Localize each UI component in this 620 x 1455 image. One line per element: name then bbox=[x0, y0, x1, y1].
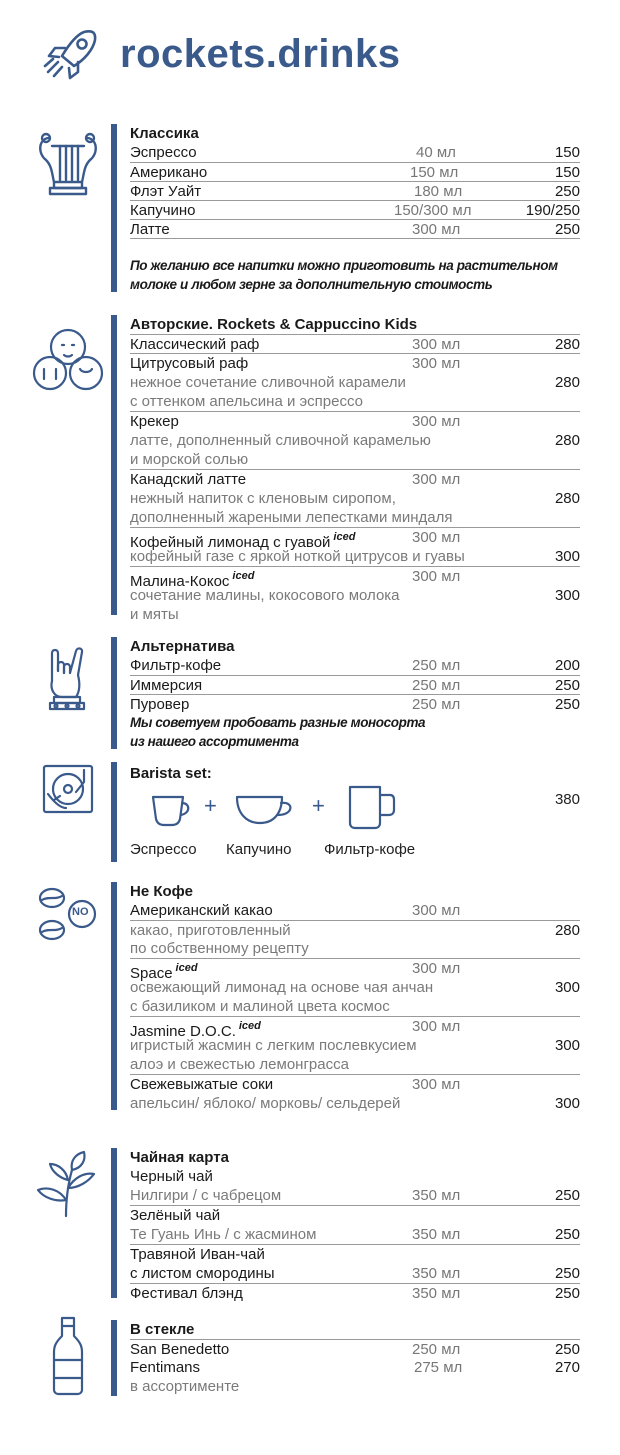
kids-faces-icon bbox=[32, 325, 104, 397]
section-glass bbox=[0, 1320, 620, 1396]
no-coffee-beans-icon bbox=[32, 882, 104, 954]
section-bar bbox=[111, 637, 117, 749]
filter-mug-icon bbox=[346, 783, 398, 831]
iced-badge: iced bbox=[333, 531, 356, 543]
menu-item: Пуровер 250 мл 250 bbox=[130, 696, 580, 713]
glass-note: в ассортименте bbox=[130, 1378, 240, 1395]
menu-item: Малина-Кокос $^{iced}$ 300 мл сочетание малины, кокосового молока 300 и мяты bbox=[130, 568, 580, 623]
menu-item: Американский какао 300 мл какао, приготовленный 280 по собственному рецепту bbox=[130, 902, 580, 957]
cup-label: Капучино bbox=[226, 841, 292, 858]
menu-item: Американо 150 мл 150 bbox=[130, 164, 580, 181]
section-title: Альтернатива bbox=[130, 638, 235, 655]
section-bar bbox=[111, 882, 117, 1110]
iced-badge: iced bbox=[238, 1020, 261, 1032]
menu-item: Латте 300 мл 250 bbox=[130, 221, 580, 238]
brand-title: rockets.drinks bbox=[120, 32, 401, 76]
turntable-icon bbox=[40, 762, 96, 818]
section-barista bbox=[0, 762, 620, 864]
iced-badge: iced bbox=[175, 962, 198, 974]
barista-price: 380 bbox=[554, 791, 580, 808]
section-tea bbox=[0, 1148, 620, 1300]
plus-sign: + bbox=[204, 793, 217, 818]
classics-note: По желанию все напитки можно приготовить на растительном bbox=[130, 258, 558, 273]
section-title: Авторские. Rockets & Cappuccino Kids bbox=[130, 316, 418, 333]
bottle-icon bbox=[46, 1316, 90, 1396]
menu-item: Классический раф 300 мл 280 bbox=[130, 336, 580, 353]
menu-item: Флэт Уайт 180 мл 250 bbox=[130, 183, 580, 200]
menu-item: Капучино 150/300 мл 190/250 bbox=[130, 202, 580, 219]
menu-item: Fentimans 275 мл 270 bbox=[130, 1359, 580, 1376]
plus-sign: + bbox=[312, 793, 325, 818]
menu-item: Кофейный лимонад с гуавой $^{iced}$ 300 мл кофейный газе с яркой ноткой цитрусов и гуавы 300 bbox=[130, 529, 580, 565]
iced-badge: iced bbox=[232, 570, 255, 582]
section-title: Не Кофе bbox=[130, 883, 193, 900]
cup-label: Фильтр-кофе bbox=[324, 841, 416, 858]
menu-item: Цитрусовый раф 300 мл нежное сочетание сливочной карамели 280 с оттенком апельсина и эспрессо bbox=[130, 355, 580, 410]
menu-item: Зелёный чай Те Гуань Инь / с жасмином 350 мл 250 bbox=[130, 1207, 580, 1243]
menu-item: Space $^{iced}$ 300 мл освежающий лимонад на основе чая анчан 300 с базиликом и малиной цвета космос bbox=[130, 960, 580, 1015]
cappuccino-cup-icon bbox=[234, 789, 296, 831]
section-alternative bbox=[0, 637, 620, 749]
section-bar bbox=[111, 1320, 117, 1396]
section-classics bbox=[0, 124, 620, 294]
no-badge: NO bbox=[72, 906, 89, 918]
menu-item: Фильтр-кофе 250 мл 200 bbox=[130, 657, 580, 674]
tea-leaves-icon bbox=[32, 1148, 104, 1220]
header bbox=[40, 22, 600, 92]
menu-item: Черный чай Нилгири / с чабрецом 350 мл 250 bbox=[130, 1168, 580, 1204]
menu-item: Травяной Иван-чай с листом смородины 350 мл 250 bbox=[130, 1246, 580, 1282]
section-title: Barista set: bbox=[130, 765, 212, 782]
menu-item: Канадский латте 300 мл нежный напиток с кленовым сиропом, 280 дополненный жареными лепестками миндаля bbox=[130, 471, 580, 526]
menu-item: Фестивал блэнд 350 мл 250 bbox=[130, 1285, 580, 1302]
rock-hand-icon bbox=[32, 641, 104, 713]
section-bar bbox=[111, 762, 117, 862]
section-bar bbox=[111, 1148, 117, 1298]
menu-item: Свежевыжатые соки 300 мл апельсин/ яблоко/ морковь/ сельдерей 300 bbox=[130, 1076, 580, 1112]
barista-cups bbox=[130, 783, 580, 858]
espresso-cup-icon bbox=[150, 791, 194, 831]
alternative-note: из нашего ассортимента bbox=[130, 734, 299, 749]
menu-item: San Benedetto 250 мл 250 bbox=[130, 1341, 580, 1358]
section-bar bbox=[111, 124, 117, 292]
section-not-coffee bbox=[0, 882, 620, 1110]
classics-note: молоке и любом зерне за дополнительную стоимость bbox=[130, 277, 493, 292]
section-title: В стекле bbox=[130, 1321, 195, 1338]
menu-item: Jasmine D.O.C. $^{iced}$ 300 мл игристый жасмин с легким послевкусием 300 алоэ и свежестью лемонграсса bbox=[130, 1018, 580, 1073]
section-title: Чайная карта bbox=[130, 1149, 229, 1166]
menu-item: Крекер 300 мл латте, дополненный сливочной карамелью 280 и морской солью bbox=[130, 413, 580, 468]
section-author bbox=[0, 315, 620, 623]
section-title: Классика bbox=[130, 125, 199, 142]
cup-label: Эспрессо bbox=[130, 841, 197, 858]
lyre-icon bbox=[32, 128, 104, 200]
section-bar bbox=[111, 315, 117, 615]
menu-item: Эспрессо 40 мл 150 bbox=[130, 144, 580, 161]
alternative-note: Мы советуем пробовать разные моносорта bbox=[130, 715, 426, 730]
rocket-icon bbox=[40, 26, 100, 86]
menu-item: Иммерсия 250 мл 250 bbox=[130, 677, 580, 694]
